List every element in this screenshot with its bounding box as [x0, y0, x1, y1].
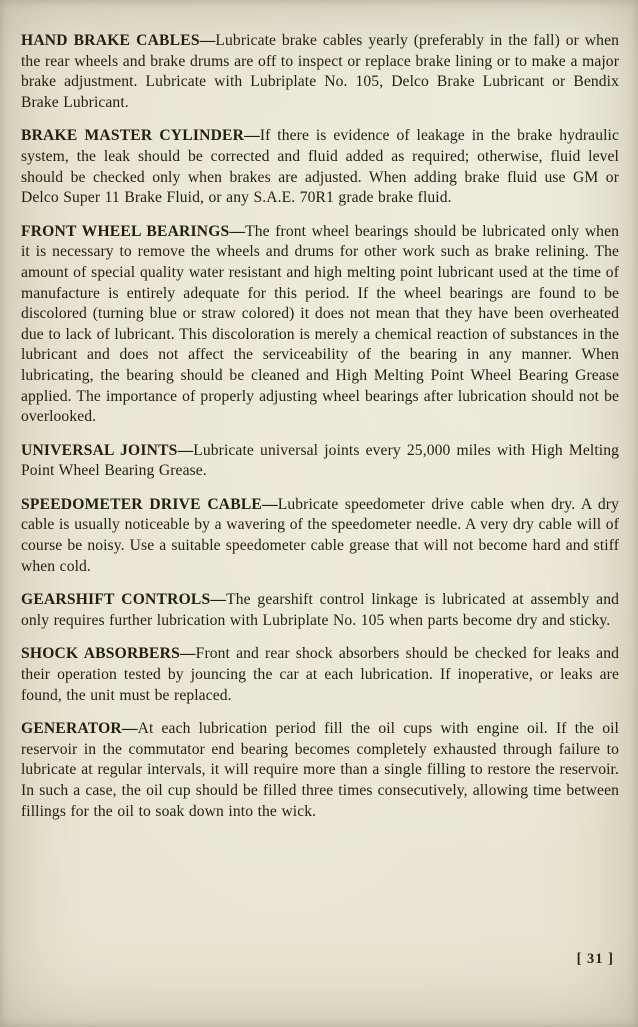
section-heading: BRAKE MASTER CYLINDER — [21, 127, 245, 145]
heading-dash: — — [244, 127, 260, 145]
heading-dash: — — [199, 32, 216, 49]
section-heading: UNIVERSAL JOINTS — [21, 441, 178, 459]
heading-dash: — — [262, 495, 278, 513]
section-body: Lubricate universal joints every 25,000 miles with High Melting Point Wheel Bearing Grease. — [21, 441, 619, 480]
heading-dash: — — [179, 645, 196, 663]
section-paragraph — [21, 222, 619, 428]
section-heading: FRONT WHEEL BEARINGS — [21, 222, 230, 240]
section-paragraph — [21, 495, 619, 577]
section-body: At each lubrication period fill the oil cups with engine oil. If the oil reservoir in the commutator end bearing becomes completely exhausted through failure to lubricate at regular intervals, it will require more than a single filling to restore the reservoir. In such a case, the oil cup should be filled three times consecutively, allowing time between fillings for the oil to soak down into the wick. — [21, 720, 619, 820]
heading-dash: — — [229, 222, 246, 240]
page-number: [ 31 ] — [576, 951, 614, 967]
heading-dash: — — [121, 720, 138, 738]
section-paragraph — [21, 441, 619, 482]
section-paragraph — [21, 644, 619, 706]
heading-dash: — — [177, 441, 194, 459]
heading-dash: — — [210, 591, 227, 609]
section-body: Front and rear shock absorbers should be checked for leaks and their operation tested by jouncing the car at each lubrication. If inoperative, or leaks are found, the unit must be replaced. — [21, 645, 619, 704]
section-paragraph — [21, 31, 619, 113]
section-body: Lubricate speedometer drive cable when dry. A dry cable is usually noticeable by a wavering of the speedometer needle. A very dry cable will of course be noisy. Use a suitable speedometer cable grease that will not become hard and stiff when cold. — [21, 495, 620, 575]
section-heading: GEARSHIFT CONTROLS — [21, 591, 211, 609]
section-paragraph — [21, 590, 619, 631]
section-heading: GENERATOR — [21, 720, 122, 738]
section-paragraph — [21, 126, 619, 208]
section-body: If there is evidence of leakage in the brake hydraulic system, the leak should be corrected and fluid added as required; otherwise, fluid level should be checked only when brakes are adjusted. When adding brake fluid use GM or Delco Super 11 Brake Fluid, or any S.A.E. 70R1 grade brake fluid. — [21, 127, 619, 207]
section-body: Lubricate brake cables yearly (preferably in the fall) or when the rear wheels and brake drums are off to inspect or replace brake lining or to make a major brake adjustment. Lubricate with Lubriplate No. 105, Delco Brake Lubricant or Bendix Brake Lubricant. — [21, 32, 619, 111]
section-heading: SPEEDOMETER DRIVE CABLE — [21, 495, 263, 513]
section-heading: HAND BRAKE CABLES — [21, 32, 200, 49]
section-heading: SHOCK ABSORBERS — [21, 645, 180, 663]
section-body: The front wheel bearings should be lubricated only when it is necessary to remove the wheels and drums for other work such as brake relining. The amount of special quality water resistant and high melting point lubricant used at the time of manufacture is entirely adequate for this period. If the wheel bearings are found to be discolored (turning blue or straw colored) it does not mean that they have been overheated due to lack of lubricant. This discoloration is merely a chemical reaction of substances in the lubricant and does not affect the serviceability of the bearing in any manner. When lubricating, the bearing should be cleaned and High Melting Point Wheel Bearing Grease applied. The importance of properly adjusting wheel bearings after lubrication should not be overlooked. — [21, 222, 619, 426]
section-paragraph — [21, 719, 619, 822]
section-body: The gearshift control linkage is lubricated at assembly and only requires further lubrication with Lubriplate No. 105 when parts become dry and sticky. — [21, 591, 619, 629]
